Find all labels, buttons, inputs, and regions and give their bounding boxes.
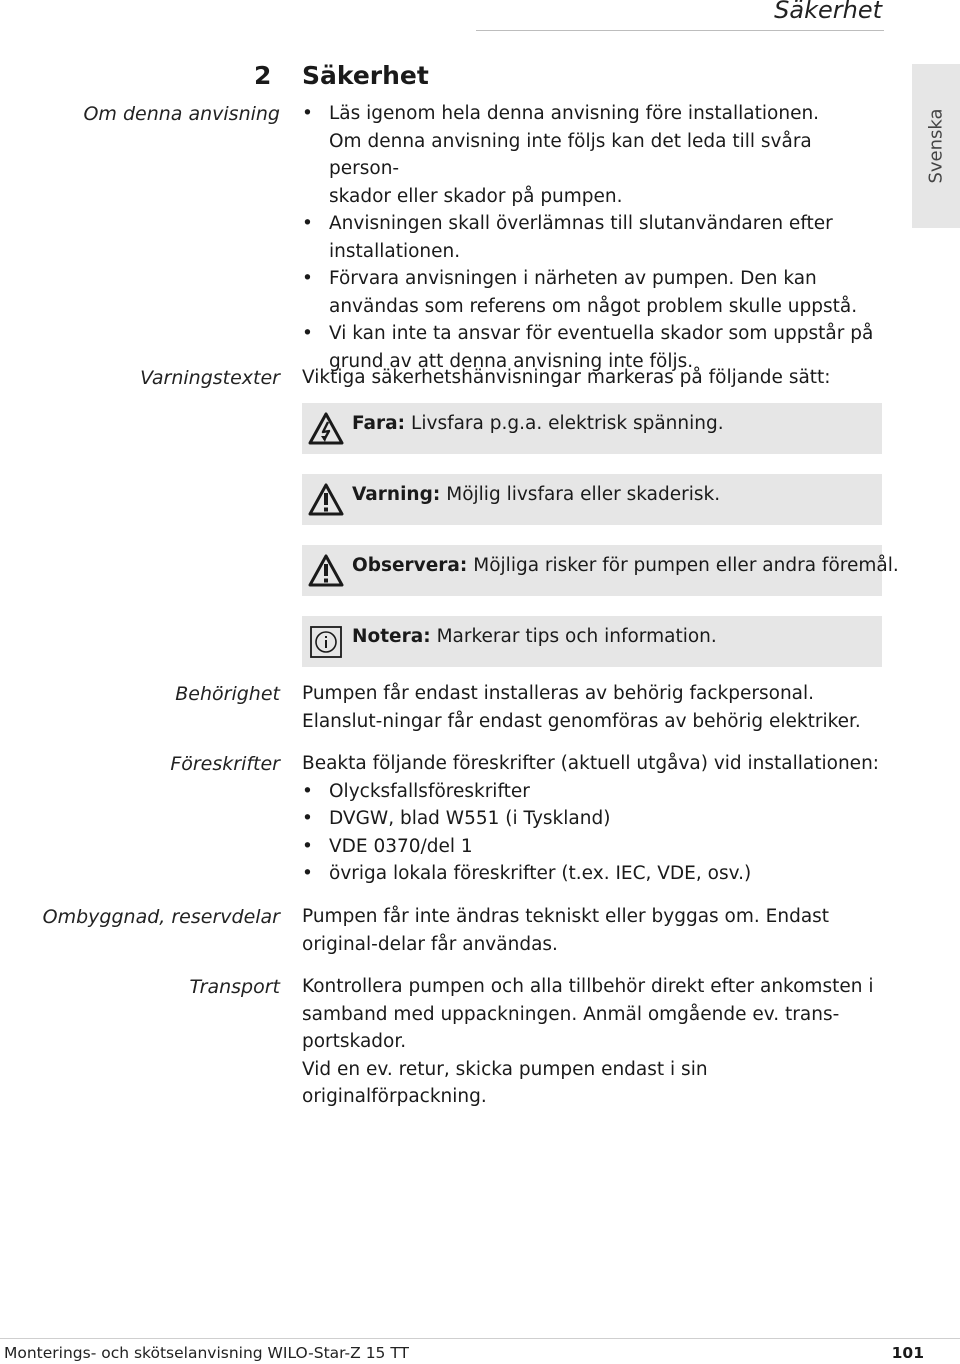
notice-text: Markerar tips och information. — [436, 626, 717, 647]
page-header-title: Säkerhet — [774, 0, 882, 24]
about-block — [302, 100, 882, 375]
electric-hazard-icon — [308, 412, 344, 446]
transport-block — [302, 973, 882, 1111]
notice-label: Fara: — [352, 413, 406, 434]
regulations-label: Föreskrifter — [170, 753, 280, 775]
notice-label: Varning: — [352, 484, 441, 505]
modification-text: Pumpen får inte ändras tekniskt eller byggas om. Endast original-delar får användas. — [302, 906, 830, 955]
section-number: 2 — [254, 61, 272, 90]
about-bullet: • Anvisningen skall överlämnas till slutanvändaren efter installationen. — [302, 210, 849, 265]
transport-text: Kontrollera pumpen och alla tillbehör direkt efter ankomsten i samband med uppackningen. Anmäl omgående ev. trans-portskador. — [302, 976, 874, 1052]
regulation-item: • DVGW, blad W551 (i Tyskland) — [302, 805, 882, 833]
warning-notice — [302, 474, 882, 525]
footer-divider — [0, 1338, 960, 1339]
about-first-bullet — [302, 100, 882, 210]
danger-notice — [302, 403, 882, 454]
qualification-label: Behörighet — [175, 683, 280, 705]
transport-label: Transport — [189, 976, 280, 998]
about-bullet: • Vi kan inte ta ansvar för eventuella skador som uppstår på grund av att denna anvisning inte följs. — [302, 320, 889, 375]
modification-label: Ombyggnad, reservdelar — [42, 906, 280, 928]
about-line-1: Läs igenom hela denna anvisning före installationen. — [329, 103, 820, 124]
about-label: Om denna anvisning — [83, 103, 280, 125]
regulation-item: • Olycksfallsföreskrifter — [302, 778, 882, 806]
regulation-item: • VDE 0370/del 1 — [302, 833, 882, 861]
language-tab — [912, 64, 960, 228]
header-divider — [476, 30, 884, 31]
warning-triangle-icon — [308, 483, 344, 517]
notice-text: Livsfara p.g.a. elektrisk spänning. — [411, 413, 724, 434]
regulations-block — [302, 750, 882, 888]
note-notice — [302, 616, 882, 667]
about-bullet: • Förvara anvisningen i närheten av pumpen. Den kan användas som referens om något problem skulle uppstå. — [302, 265, 889, 320]
regulations-intro: Beakta följande föreskrifter (aktuell utgåva) vid installationen: — [302, 753, 880, 774]
regulation-item: • övriga lokala föreskrifter (t.ex. IEC, VDE, osv.) — [302, 860, 882, 888]
transport-return-text: Vid en ev. retur, skicka pumpen endast i sin originalförpackning. — [302, 1058, 708, 1107]
caution-notice — [302, 545, 899, 596]
footer-document-title: Monterings- och skötselanvisning WILO-Star-Z 15 TT — [4, 1344, 410, 1362]
caution-triangle-icon — [308, 554, 344, 588]
qualification-text: Pumpen får endast installeras av behörig fackpersonal. Elanslut-ningar får endast genomföras av behörig elektriker. — [302, 683, 861, 732]
section-title: Säkerhet — [302, 61, 429, 90]
warnings-label: Varningstexter — [140, 367, 280, 389]
about-line-2: Om denna anvisning inte följs kan det leda till svåra person- — [329, 130, 812, 179]
page-number: 101 — [891, 1344, 924, 1362]
about-line-3: skador eller skador på pumpen. — [329, 185, 623, 207]
language-tab-label: Svenska — [925, 108, 947, 184]
warnings-intro: Viktiga säkerhetshänvisningar markeras på följande sätt: — [302, 367, 831, 388]
notice-text: Möjlig livsfara eller skaderisk. — [446, 484, 721, 505]
notice-label: Observera: — [352, 555, 468, 576]
notice-label: Notera: — [352, 626, 431, 647]
info-note-icon — [308, 625, 344, 659]
notice-text: Möjliga risker för pumpen eller andra föremål. — [473, 555, 899, 576]
